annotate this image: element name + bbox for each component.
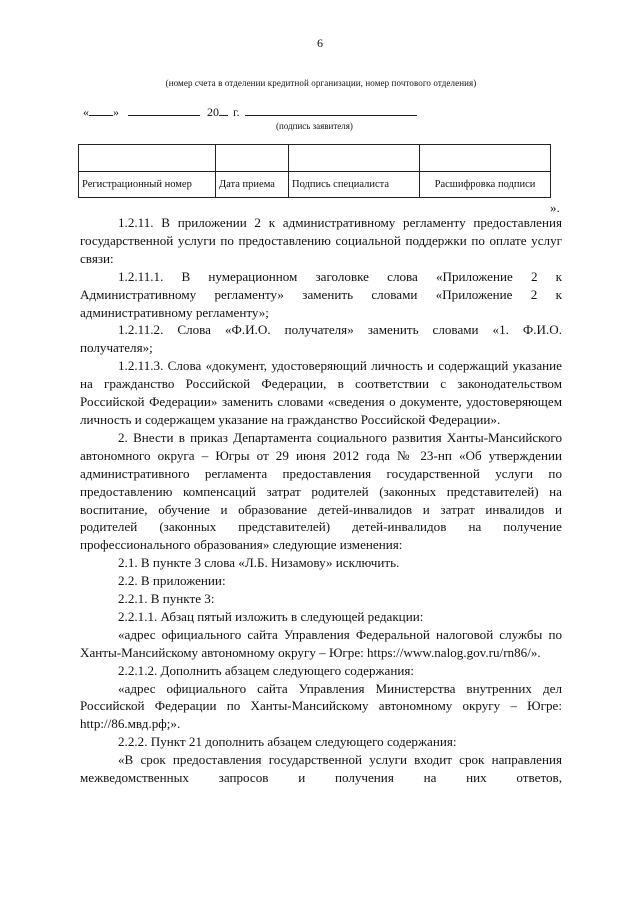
paragraph: «В срок предоставления государственной услуги входит срок направления межведомственных запросов и получения на них ответов, — [80, 752, 562, 786]
date-open-quote: « — [83, 105, 89, 119]
paragraph: 1.2.11.2. Слова «Ф.И.О. получателя» заменить словами «1. Ф.И.О. получателя»; — [80, 322, 562, 356]
table-row-headers — [79, 172, 551, 198]
table-row-empty — [79, 145, 551, 172]
document-body — [80, 214, 562, 787]
table-cell — [79, 145, 216, 172]
paragraph: 2.2.1. В пункте 3: — [118, 591, 215, 607]
paragraph: 2. Внести в приказ Департамента социального развития Ханты-Мансийского автономного округа – Югры от 29 июня 2012 года № 23-нп «Об утверждении административного регламента предоставления государственной услуги по предоставлению компенсаций затрат родителей (законных представителей) на воспитание, обучение и образование детей-инвалидов и затрат инвалидов и родителей (законных представителей) детей-инвалидов на получение профессионального образования» следующие изменения: — [80, 429, 562, 553]
paragraph: «адрес официального сайта Управления Министерства внутренних дел Российской Федерации по Ханты-Мансийскому автономному округу – Югре: http://86.мвд.рф;». — [80, 680, 562, 732]
paragraph: 2.1. В пункте 3 слова «Л.Б. Низамову» исключить. — [118, 555, 400, 571]
paragraph: 2.2.1.1. Абзац пятый изложить в следующей редакции: — [118, 608, 424, 624]
table-cell — [289, 145, 420, 172]
header-decoding: Расшифровка подписи — [420, 172, 551, 198]
paragraph: 1.2.11.1. В нумерационном заголовке слова «Приложение 2 к Административному регламенту» заменить словами «Приложение 2 к административному регламенту»; — [80, 268, 562, 320]
year-suffix: г. — [233, 105, 240, 119]
year-prefix: 20 — [207, 105, 219, 119]
registration-table — [78, 144, 551, 198]
signature-blank — [245, 105, 417, 116]
account-caption: (номер счета в отделении кредитной организации, номер почтового отделения) — [165, 78, 477, 88]
header-date: Дата приема — [216, 172, 289, 198]
header-signature: Подпись специалиста — [289, 172, 420, 198]
table-cell — [216, 145, 289, 172]
month-blank — [128, 105, 200, 116]
paragraph: 2.2.1.2. Дополнить абзацем следующего содержания: — [118, 662, 415, 678]
paragraph: 2.2.2. Пункт 21 дополнить абзацем следующего содержания: — [118, 734, 457, 750]
table-cell — [420, 145, 551, 172]
paragraph: 1.2.11. В приложении 2 к административному регламенту предоставления государственной услуги по предоставлению социальной поддержки по оплате услуг связи: — [80, 215, 562, 266]
paragraph: 2.2. В приложении: — [118, 573, 226, 589]
paragraph: 1.2.11.3. Слова «документ, удостоверяющий личность и содержащий указание на гражданство Российской Федерации, в соответствии с законодательством Российской Федерации» заменить словами «сведения о документе, удостоверяющем личность и содержащем указание на гражданство Российской Федерации». — [80, 358, 562, 427]
closing-quote: ». — [550, 200, 560, 215]
date-close-quote: » — [113, 105, 119, 119]
year-blank — [219, 105, 228, 116]
date-line — [83, 105, 417, 120]
header-reg-number: Регистрационный номер — [79, 172, 216, 198]
page-number: 6 — [317, 36, 323, 50]
day-blank — [89, 105, 113, 116]
paragraph: «адрес официального сайта Управления Федеральной налоговой службы по Ханты-Мансийскому автономному округу – Югре: https://www.nalog.gov.ru/rn86/». — [80, 626, 562, 660]
signature-caption: (подпись заявителя) — [276, 121, 353, 131]
